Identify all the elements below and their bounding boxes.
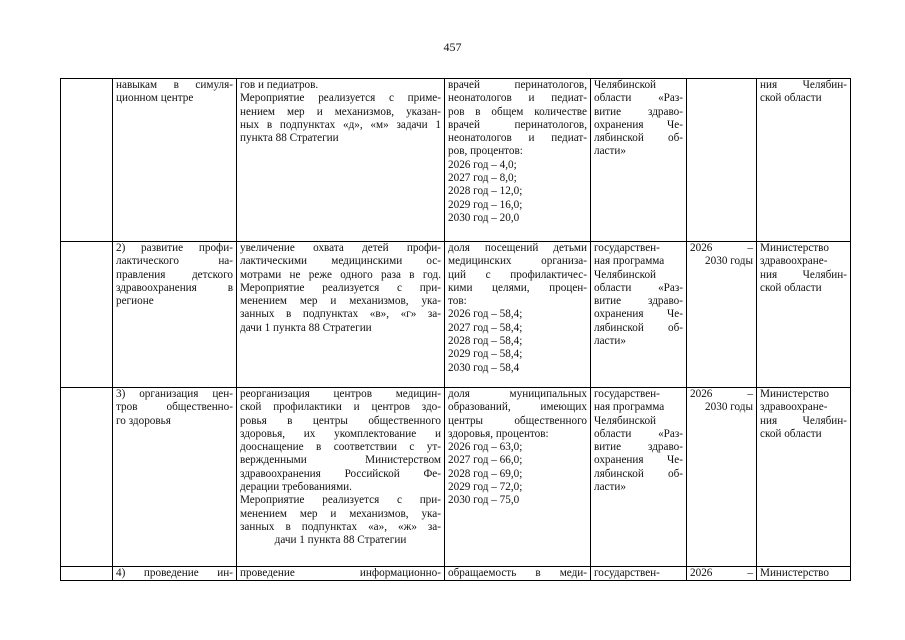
cell-text-line: 2027 год – 58,4;: [448, 321, 523, 334]
cell-text-line: государствен-: [594, 388, 660, 400]
cell-text-line: 2028 год – 69,0;: [448, 467, 523, 480]
cell-text-line: витие здраво-: [594, 295, 683, 308]
cell-text-line: неонатологов и педиат-: [448, 132, 587, 145]
cell-text-line: Мероприятие реализуется с при-: [240, 281, 441, 294]
table-row: [61, 79, 851, 242]
cell-text-line: Министерство: [760, 388, 829, 400]
program-cell: [591, 242, 687, 388]
cell-text-line: здоровья, процентов:: [448, 427, 549, 440]
cell-text-line: медицинских организа-: [448, 255, 587, 268]
cell-text-line: ния Челябин-: [760, 79, 847, 91]
cell-text-line: лактическими медицинскими ос-: [240, 255, 441, 268]
cell-text-line: ровья в центры общественного: [240, 414, 441, 427]
cell-text-line: области «Раз-: [594, 92, 683, 105]
cell-text-line: ная программа: [594, 255, 665, 268]
responsible-cell: [757, 388, 851, 567]
cell-text-line: Челябинской: [594, 79, 657, 91]
cell-text-line: кими целями, процен-: [448, 281, 587, 294]
cell-text-line: ций с профилактичес-: [448, 268, 587, 281]
program-cell: [591, 388, 687, 567]
cell-text-line: регионе: [116, 295, 154, 308]
cell-text-line: 4) проведение ин-: [116, 567, 233, 579]
cell-text-line: 2027 год – 66,0;: [448, 454, 523, 467]
cell-text-line: доля посещений детьми: [448, 242, 587, 254]
cell-text-line: [64, 79, 109, 92]
program-cell: [591, 567, 687, 581]
cell-text-line: центры общественного: [448, 414, 587, 427]
cell-text-line: ласти»: [594, 145, 626, 158]
page-number: 457: [443, 40, 462, 54]
row-number-cell: [61, 388, 113, 567]
cell-text-line: [690, 79, 753, 92]
cell-text-line: 2027 год – 8,0;: [448, 172, 517, 185]
period-cell: [687, 242, 757, 388]
cell-text-line: области «Раз-: [594, 427, 683, 440]
program-cell: [591, 79, 687, 242]
cell-text-line: го здоровья: [116, 414, 171, 427]
cell-text-line: 2030 годы: [705, 401, 753, 414]
cell-text-line: врачей перинатологов,: [448, 79, 587, 91]
cell-text-line: 2030 годы: [705, 255, 753, 268]
cell-text-line: 2026 –: [690, 242, 753, 254]
measure-cell: [237, 567, 445, 581]
cell-text-line: 2030 год – 75,0: [448, 494, 520, 507]
cell-text-line: 2030 год – 58,4: [448, 361, 520, 374]
period-cell: [687, 388, 757, 567]
cell-text-line: 2) развитие профи-: [116, 242, 233, 254]
measure-cell: [237, 79, 445, 242]
cell-text-line: 2026 год – 63,0;: [448, 441, 523, 454]
cell-text-line: ния Челябин-: [760, 414, 847, 427]
cell-text-line: 2028 год – 12,0;: [448, 185, 523, 198]
cell-text-line: ласти»: [594, 481, 626, 494]
cell-text-line: 2029 год – 72,0;: [448, 481, 523, 494]
cell-text-line: Министерство: [760, 242, 829, 254]
cell-text-line: Челябинской: [594, 268, 657, 281]
cell-text-line: государствен-: [594, 567, 660, 579]
cell-text-line: менением мер и механизмов, ука-: [240, 295, 441, 308]
indicator-cell: [445, 242, 591, 388]
cell-text-line: витие здраво-: [594, 105, 683, 118]
cell-text-line: тов:: [448, 295, 467, 308]
cell-text-line: [64, 242, 109, 255]
cell-text-line: занных в подпунктах «а», «ж» за-: [240, 520, 441, 533]
cell-text-line: ской области: [760, 92, 822, 105]
table-row: [61, 388, 851, 567]
cell-text-line: 2026 –: [690, 388, 753, 400]
table-row: [61, 242, 851, 388]
cell-text-line: дерации требованиями.: [240, 481, 352, 494]
cell-text-line: дооснащение в соответствии с ут-: [240, 441, 441, 454]
cell-text-line: охранения Че-: [594, 308, 683, 321]
period-cell: [687, 567, 757, 581]
cell-text-line: пункта 88 Стратегии: [240, 132, 339, 145]
cell-text-line: 2028 год – 58,4;: [448, 335, 523, 348]
cell-text-line: 2029 год – 16,0;: [448, 198, 523, 211]
indicator-cell: [445, 388, 591, 567]
cell-text-line: государствен-: [594, 242, 660, 254]
cell-text-line: реорганизация центров медицин-: [240, 388, 441, 400]
cell-text-line: здравоохранения в: [116, 281, 233, 294]
cell-text-line: здоровья, их укомплектование и: [240, 427, 441, 440]
cell-text-line: здравоохране-: [760, 255, 828, 268]
responsible-cell: [757, 242, 851, 388]
indicator-cell: [445, 79, 591, 242]
cell-text-line: 2030 год – 20,0: [448, 211, 520, 224]
period-cell: [687, 79, 757, 242]
cell-text-line: ров в общем количестве: [448, 105, 587, 118]
cell-text-line: обращаемость в меди-: [448, 567, 587, 579]
cell-text-line: дачи 1 пункта 88 Стратегии: [274, 534, 407, 547]
cell-text-line: охранения Че-: [594, 454, 683, 467]
cell-text-line: правления детского: [116, 268, 233, 281]
measure-cell: [237, 242, 445, 388]
cell-text-line: лябинской об-: [594, 321, 683, 334]
task-cell: [113, 567, 237, 581]
cell-text-line: ционном центре: [116, 92, 194, 105]
cell-text-line: образований, имеющих: [448, 401, 587, 414]
cell-text-line: лактического на-: [116, 255, 233, 268]
measure-cell: [237, 388, 445, 567]
cell-text-line: доля муниципальных: [448, 388, 587, 400]
cell-text-line: Министерство: [760, 567, 829, 579]
cell-text-line: ров, процентов:: [448, 145, 523, 158]
cell-text-line: ная программа: [594, 401, 665, 414]
cell-text-line: витие здраво-: [594, 441, 683, 454]
row-number-cell: [61, 567, 113, 581]
cell-text-line: 2026 год – 4,0;: [448, 158, 517, 171]
cell-text-line: лябинской об-: [594, 132, 683, 145]
cell-text-line: ской области: [760, 281, 822, 294]
cell-text-line: 2029 год – 58,4;: [448, 348, 523, 361]
indicator-cell: [445, 567, 591, 581]
cell-text-line: лябинской об-: [594, 467, 683, 480]
task-cell: [113, 242, 237, 388]
cell-text-line: здравоохране-: [760, 401, 828, 414]
responsible-cell: [757, 567, 851, 581]
cell-text-line: занных в подпунктах «в», «г» за-: [240, 308, 441, 321]
responsible-cell: [757, 79, 851, 242]
task-cell: [113, 79, 237, 242]
cell-text-line: ных в подпунктах «д», «м» задачи 1: [240, 118, 441, 131]
row-number-cell: [61, 242, 113, 388]
cell-text-line: [64, 388, 109, 401]
cell-text-line: области «Раз-: [594, 281, 683, 294]
cell-text-line: ласти»: [594, 335, 626, 348]
cell-text-line: 3) организация цен-: [116, 388, 233, 400]
cell-text-line: Мероприятие реализуется с приме-: [240, 92, 441, 105]
cell-text-line: здравоохранения Российской Фе-: [240, 467, 441, 480]
cell-text-line: неонатологов и педиат-: [448, 92, 587, 105]
cell-text-line: тров общественно-: [116, 401, 233, 414]
cell-text-line: нением мер и механизмов, указан-: [240, 105, 441, 118]
cell-text-line: Челябинской: [594, 414, 657, 427]
cell-text-line: проведение информационно-: [240, 567, 441, 579]
cell-text-line: Мероприятие реализуется с при-: [240, 494, 441, 507]
cell-text-line: менением мер и механизмов, ука-: [240, 507, 441, 520]
cell-text-line: навыкам в симуля-: [116, 79, 233, 91]
cell-text-line: ния Челябин-: [760, 268, 847, 281]
cell-text-line: охранения Че-: [594, 118, 683, 131]
cell-text-line: 2026 год – 58,4;: [448, 308, 523, 321]
cell-text-line: вержденными Министерством: [240, 454, 441, 467]
cell-text-line: ской области: [760, 427, 822, 440]
cell-text-line: дачи 1 пункта 88 Стратегии: [240, 321, 372, 334]
cell-text-line: увеличение охвата детей профи-: [240, 242, 441, 254]
cell-text-line: гов и педиатров.: [240, 79, 319, 91]
row-number-cell: [61, 79, 113, 242]
cell-text-line: ской профилактики и центров здо-: [240, 401, 441, 414]
cell-text-line: врачей перинатологов,: [448, 118, 587, 131]
cell-text-line: 2026 –: [690, 567, 753, 579]
cell-text-line: мотрами не реже одного раза в год.: [240, 268, 441, 281]
document-table: [60, 78, 851, 581]
table-row: [61, 567, 851, 581]
cell-text-line: [64, 567, 109, 580]
task-cell: [113, 388, 237, 567]
